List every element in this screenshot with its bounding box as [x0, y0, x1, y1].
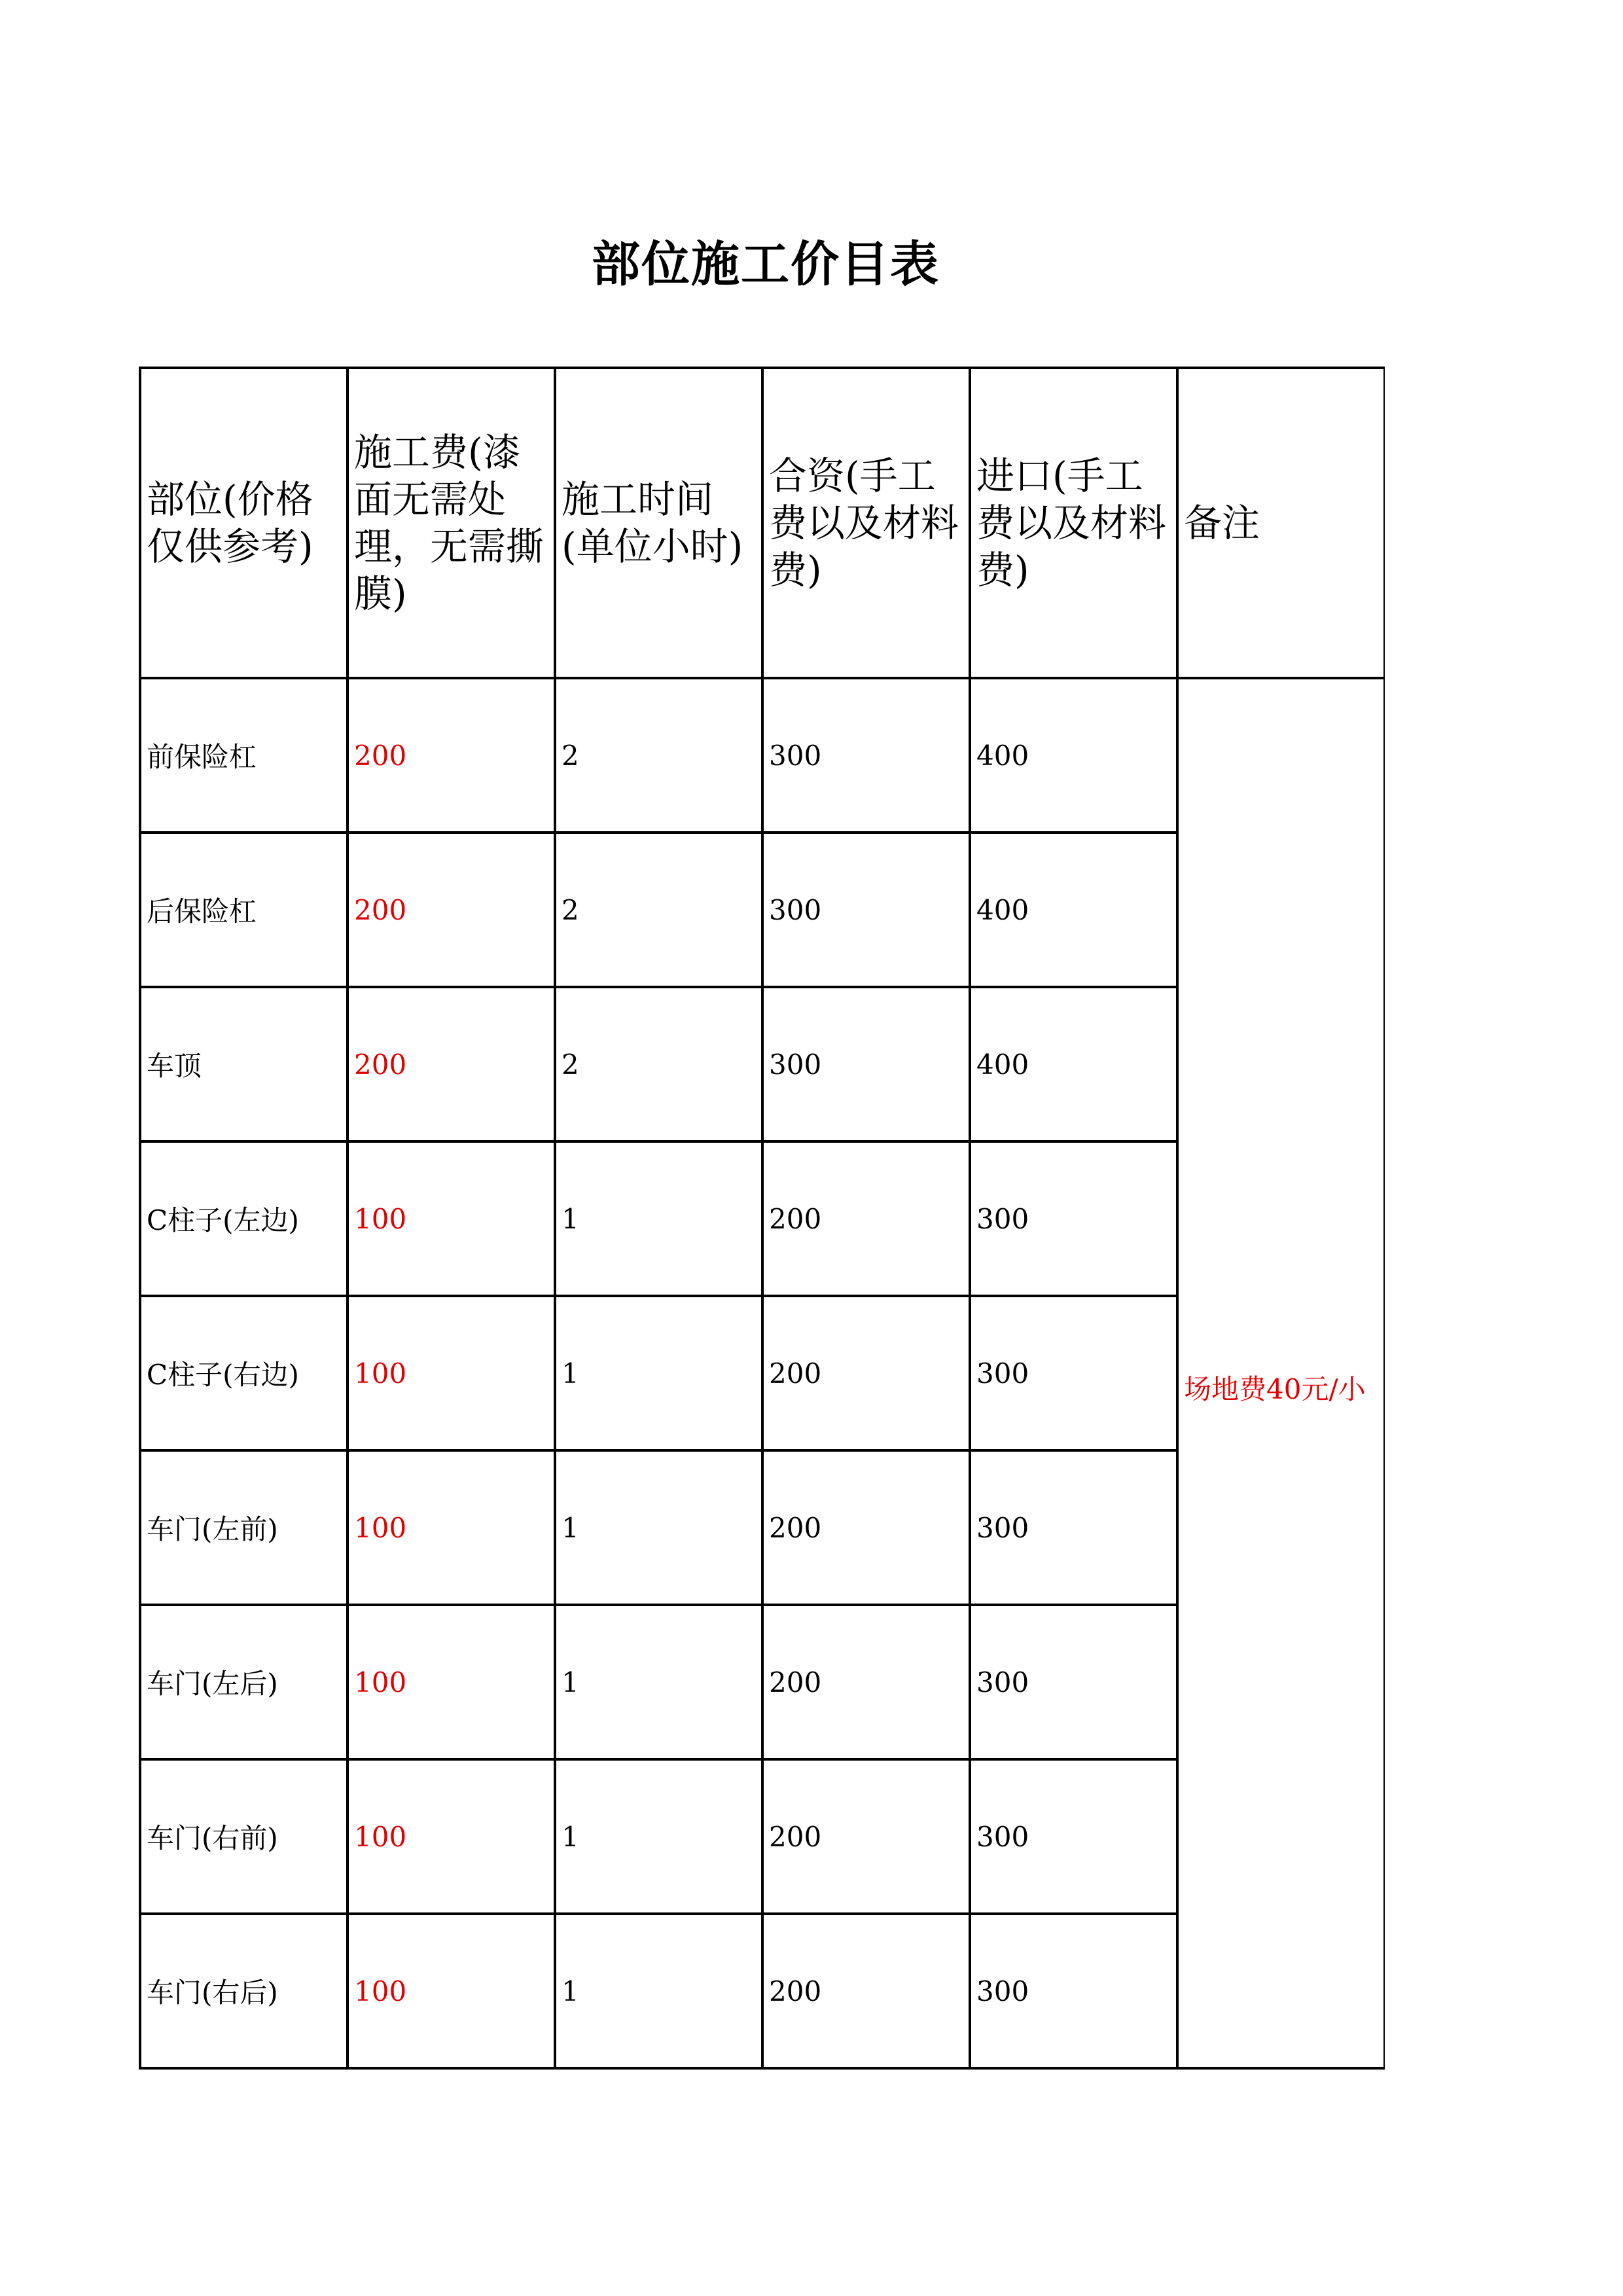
cell-fee: 100 — [348, 1141, 555, 1296]
cell-time: 1 — [555, 1450, 762, 1605]
cell-import: 300 — [970, 1759, 1177, 1914]
cell-time: 2 — [555, 987, 762, 1141]
header-row — [140, 368, 1385, 678]
cell-import: 300 — [970, 1914, 1177, 2068]
cell-part: 车门(右前) — [140, 1759, 348, 1914]
cell-import: 300 — [970, 1141, 1177, 1296]
cell-time: 1 — [555, 1914, 762, 2068]
cell-jv: 300 — [762, 678, 970, 833]
cell-fee: 100 — [348, 1296, 555, 1450]
cell-time: 1 — [555, 1605, 762, 1759]
cell-import: 300 — [970, 1605, 1177, 1759]
cell-note — [1177, 678, 1385, 2068]
cell-part: C柱子(右边) — [140, 1296, 348, 1450]
cell-part: 车门(左后) — [140, 1605, 348, 1759]
cell-fee: 200 — [348, 987, 555, 1141]
cell-fee: 100 — [348, 1914, 555, 2068]
table-row — [140, 678, 1385, 833]
header-jv: 合资(手工费以及材料费) — [762, 368, 970, 678]
price-sheet — [139, 367, 1385, 2094]
cell-jv: 300 — [762, 833, 970, 987]
cell-part: 车门(右后) — [140, 1914, 348, 2068]
cell-fee: 100 — [348, 1450, 555, 1605]
cell-part: 车顶 — [140, 987, 348, 1141]
cell-import: 400 — [970, 833, 1177, 987]
page-title: 部位施工价目表 — [592, 236, 940, 293]
cell-time: 2 — [555, 678, 762, 833]
header-import: 进口(手工费以及材料费) — [970, 368, 1177, 678]
cell-time: 1 — [555, 1296, 762, 1450]
header-part: 部位(价格仅供参考) — [140, 368, 348, 678]
cell-part: 前保险杠 — [140, 678, 348, 833]
cell-jv: 200 — [762, 1450, 970, 1605]
cell-jv: 200 — [762, 1605, 970, 1759]
cell-fee: 100 — [348, 1605, 555, 1759]
cell-import: 300 — [970, 1296, 1177, 1450]
cell-fee: 100 — [348, 1759, 555, 1914]
cell-jv: 200 — [762, 1296, 970, 1450]
header-note: 备注 — [1177, 368, 1385, 678]
cell-part: C柱子(左边) — [140, 1141, 348, 1296]
cell-time: 2 — [555, 833, 762, 987]
price-table — [139, 367, 1385, 2070]
cell-jv: 200 — [762, 1141, 970, 1296]
cell-fee: 200 — [348, 678, 555, 833]
cell-time: 1 — [555, 1141, 762, 1296]
cell-import: 400 — [970, 987, 1177, 1141]
cell-jv: 200 — [762, 1914, 970, 2068]
cell-jv: 200 — [762, 1759, 970, 1914]
cell-part: 车门(左前) — [140, 1450, 348, 1605]
cell-jv: 300 — [762, 987, 970, 1141]
cell-time: 1 — [555, 1759, 762, 1914]
cell-import: 300 — [970, 1450, 1177, 1605]
cell-import: 400 — [970, 678, 1177, 833]
header-fee: 施工费(漆面无需处理，无需撕膜) — [348, 368, 555, 678]
cell-part: 后保险杠 — [140, 833, 348, 987]
note-text: 场地费40元/小 — [1184, 1373, 1366, 1405]
cell-fee: 200 — [348, 833, 555, 987]
header-time: 施工时间(单位小时) — [555, 368, 762, 678]
